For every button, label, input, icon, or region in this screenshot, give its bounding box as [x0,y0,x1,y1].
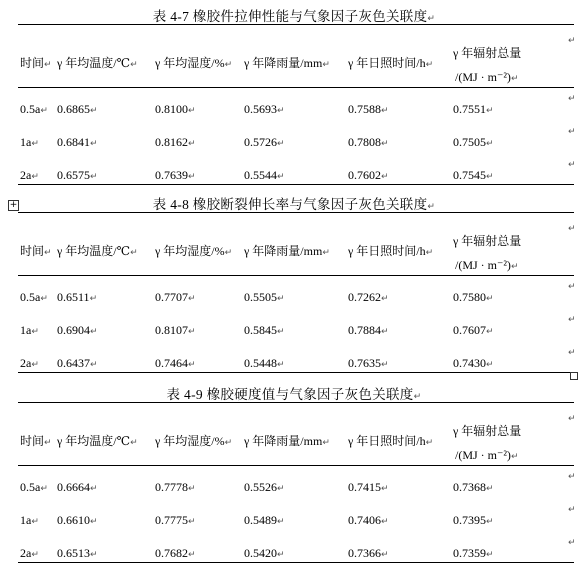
paragraph-mark: ↵ [90,106,98,116]
caption-text: 表 4-7 橡胶件拉伸性能与气象因子灰色关联度 [152,9,428,24]
row-label [20,135,39,151]
table-cell [57,356,98,372]
paragraph-mark: ↵ [425,248,434,258]
paragraph-mark: ↵ [510,74,519,84]
table-cell [155,102,196,118]
column-header [57,244,138,260]
cell-value: 0.5489 [244,513,277,527]
column-header [20,244,52,260]
header-text: 时间 [20,434,45,448]
paragraph-mark: ↵ [486,517,494,527]
table-cell [348,513,389,529]
cell-value: 0.7406 [348,513,381,527]
column-header [20,56,52,72]
paragraph-mark: ↵ [188,517,196,527]
cell-value: 0.7551 [453,102,486,116]
paragraph-mark: ↵ [486,484,494,494]
table-cell [453,513,494,529]
row-label [20,323,39,339]
paragraph-mark: ↵ [510,452,519,462]
header-text: γ 年均湿度/% [155,434,225,448]
column-header [57,434,138,450]
paragraph-mark: ↵ [277,139,285,149]
cell-value: 0.7464 [155,356,188,370]
table-cell [155,290,196,306]
cell-value: 0.7368 [453,480,486,494]
table-cell [57,290,97,306]
table-cell [348,323,389,339]
table-cell [453,480,494,496]
table-cell [57,135,98,151]
row-end-mark: ↵ [568,282,576,292]
paragraph-mark: ↵ [89,294,98,304]
table-cell [244,102,285,118]
row-end-mark: ↵ [568,315,576,325]
header-text: γ 年均湿度/% [155,244,225,258]
header-unit-text: /(MJ · m⁻²) [455,448,511,462]
cell-value: 0.5a [20,102,41,116]
cell-value: 0.5845 [244,323,277,337]
table-cell [453,168,494,184]
cell-value: 0.5505 [244,290,277,304]
cell-value: 2a [20,168,32,182]
paragraph-mark: ↵ [277,360,285,370]
header-text: 时间 [20,56,45,70]
paragraph-mark: ↵ [277,327,285,337]
header-text: γ 年均温度/℃ [57,56,131,70]
paragraph-mark: ↵ [31,327,39,337]
cell-value: 0.7366 [348,546,381,560]
paragraph-mark: ↵ [130,438,138,448]
cell-value: 0.7639 [155,168,188,182]
cell-value: 0.6437 [57,356,90,370]
paragraph-mark: ↵ [90,484,98,494]
header-text: γ 年降雨量/mm [244,56,323,70]
cell-value: 0.7775 [155,513,188,527]
header-text: 时间 [20,244,45,258]
paragraph-mark: ↵ [277,106,285,116]
table-cell [57,168,98,184]
cell-value: 1a [20,135,32,149]
paragraph-mark: ↵ [381,360,389,370]
column-header [155,244,232,260]
paragraph-mark: ↵ [425,438,434,448]
paragraph-mark: ↵ [188,139,196,149]
cell-value: 0.6610 [57,513,90,527]
paragraph-mark: ↵ [90,327,98,337]
cell-value: 0.8107 [155,323,188,337]
table-move-handle-icon[interactable]: + [9,200,18,210]
cell-value: 0.6865 [57,102,90,116]
paragraph-mark: ↵ [40,484,48,494]
column-header [20,434,52,450]
cell-value: 0.7635 [348,356,381,370]
table-cell [155,356,196,372]
header-text: γ 年均温度/℃ [57,244,131,258]
column-header [453,46,521,60]
cell-value: 0.5526 [244,480,277,494]
cell-value: 1a [20,513,32,527]
row-end-mark: ↵ [568,127,576,137]
table-cell [244,480,285,496]
table-cell [453,323,494,339]
header-text: γ 年日照时间/h [348,434,426,448]
paragraph-mark: ↵ [381,484,389,494]
table-cell [57,513,98,529]
row-end-mark: ↵ [568,414,576,424]
paragraph-mark: ↵ [188,172,196,182]
cell-value: 0.5693 [244,102,277,116]
table-cell [244,290,285,306]
paragraph-mark: ↵ [322,438,330,448]
paragraph-mark: ↵ [381,327,389,337]
table-cell [453,290,494,306]
table-rule [18,275,574,276]
paragraph-mark: ↵ [90,517,98,527]
paragraph-mark: ↵ [510,262,519,272]
column-header [244,434,330,450]
table-cell [155,513,196,529]
paragraph-mark: ↵ [381,517,389,527]
column-header [155,56,232,72]
table-cell [244,513,285,529]
cell-value: 1a [20,323,32,337]
cell-value: 0.7395 [453,513,486,527]
paragraph-mark: ↵ [486,360,494,370]
table-cell [57,323,98,339]
table-cell [348,135,389,151]
paragraph-mark: ↵ [188,327,196,337]
table-cell [244,323,285,339]
paragraph-mark: ↵ [44,248,52,258]
cell-value: 0.7505 [453,135,486,149]
cell-value: 0.6664 [57,480,90,494]
column-header [348,434,433,450]
header-text: γ 年日照时间/h [348,56,426,70]
row-end-mark: ↵ [568,160,576,170]
column-header [244,244,330,260]
paragraph-mark: ↵ [381,172,389,182]
table-cell [155,480,196,496]
header-text: γ 年均湿度/% [155,56,225,70]
paragraph-mark: ↵ [277,484,285,494]
caption-text: 表 4-8 橡胶断裂伸长率与气象因子灰色关联度 [152,197,428,212]
header-text: γ 年辐射总量 [453,424,522,438]
column-header [453,424,521,438]
table-cell [244,135,285,151]
paragraph-mark: ↵ [486,294,494,304]
table-cell [57,480,98,496]
header-text: γ 年降雨量/mm [244,244,323,258]
header-unit-text: /(MJ · m⁻²) [455,70,511,84]
row-end-mark: ↵ [568,348,576,358]
table-cell [155,323,196,339]
table-cell [244,356,285,372]
column-header-unit [455,70,518,86]
paragraph-mark: ↵ [224,60,233,70]
paragraph-mark: ↵ [277,517,285,527]
table-cell [155,546,196,562]
paragraph-mark: ↵ [90,360,98,370]
table-cell [57,546,98,562]
row-end-mark: ↵ [568,224,576,234]
cell-value: 0.7884 [348,323,381,337]
paragraph-mark: ↵ [31,517,39,527]
header-text: γ 年辐射总量 [453,234,522,248]
table-cell [348,102,389,118]
cell-value: 2a [20,546,32,560]
column-header [155,434,232,450]
paragraph-mark: ↵ [188,294,196,304]
paragraph-mark: ↵ [486,139,494,149]
table-cell [244,546,285,562]
paragraph-mark: ↵ [44,60,52,70]
table-cell [348,168,389,184]
column-header-unit [455,448,518,464]
column-header [348,244,433,260]
column-header [348,56,433,72]
cell-value: 0.7778 [155,480,188,494]
paragraph-mark: ↵ [486,550,494,560]
table-caption [18,196,570,216]
caption-text: 表 4-9 橡胶硬度值与气象因子灰色关联度 [166,387,414,402]
table-cell [348,356,389,372]
header-text: γ 年降雨量/mm [244,434,323,448]
row-label [20,102,48,118]
cell-value: 0.6575 [57,168,90,182]
paragraph-mark: ↵ [31,139,39,149]
table-cell [453,135,494,151]
row-end-mark: ↵ [568,505,576,515]
table-cell [244,168,285,184]
paragraph-mark: ↵ [322,248,330,258]
row-label [20,546,39,562]
table-cell [348,290,389,306]
table-rule [18,212,574,213]
column-header [244,56,330,72]
cell-value: 0.5420 [244,546,277,560]
column-header-unit [455,258,518,274]
paragraph-mark: ↵ [486,327,494,337]
table-resize-handle[interactable] [570,372,578,380]
table-rule [18,562,574,563]
paragraph-mark: ↵ [40,294,48,304]
cell-value: 0.7588 [348,102,381,116]
column-header [57,56,138,72]
table-cell [57,102,98,118]
paragraph-mark: ↵ [427,202,436,212]
cell-value: 0.7545 [453,168,486,182]
table-cell [348,546,389,562]
cell-value: 0.7415 [348,480,381,494]
cell-value: 0.5a [20,480,41,494]
paragraph-mark: ↵ [188,360,196,370]
cell-value: 2a [20,356,32,370]
paragraph-mark: ↵ [381,139,389,149]
cell-value: 0.7607 [453,323,486,337]
cell-value: 0.6904 [57,323,90,337]
paragraph-mark: ↵ [188,106,196,116]
cell-value: 0.5a [20,290,41,304]
paragraph-mark: ↵ [277,550,285,560]
paragraph-mark: ↵ [277,294,285,304]
cell-value: 0.7707 [155,290,188,304]
header-text: γ 年日照时间/h [348,244,426,258]
table-rule [18,402,574,403]
table-cell [453,546,494,562]
cell-value: 0.8100 [155,102,188,116]
paragraph-mark: ↵ [44,438,52,448]
paragraph-mark: ↵ [130,60,138,70]
cell-value: 0.5448 [244,356,277,370]
header-unit-text: /(MJ · m⁻²) [455,258,511,272]
cell-value: 0.8162 [155,135,188,149]
paragraph-mark: ↵ [413,392,422,402]
cell-value: 0.7682 [155,546,188,560]
cell-value: 0.7602 [348,168,381,182]
cell-value: 0.7359 [453,546,486,560]
table-cell [348,480,389,496]
table-rule [18,87,574,88]
header-text: γ 年均温度/℃ [57,434,131,448]
table-cell [155,135,196,151]
cell-value: 0.7262 [348,290,381,304]
paragraph-mark: ↵ [322,60,330,70]
paragraph-mark: ↵ [224,248,233,258]
cell-value: 0.5544 [244,168,277,182]
table-cell [155,168,196,184]
row-end-mark: ↵ [568,36,576,46]
table-cell [453,102,494,118]
paragraph-mark: ↵ [486,172,494,182]
paragraph-mark: ↵ [425,60,434,70]
row-label [20,168,39,184]
paragraph-mark: ↵ [486,106,494,116]
row-label [20,513,39,529]
table-rule [18,372,574,373]
table-caption [18,8,570,28]
table-rule [18,465,574,466]
column-header [453,234,521,248]
paragraph-mark: ↵ [90,550,98,560]
cell-value: 0.6511 [57,290,90,304]
row-label [20,356,39,372]
paragraph-mark: ↵ [188,550,196,560]
cell-value: 0.6841 [57,135,90,149]
table-cell [453,356,494,372]
table-rule [18,24,574,25]
header-text: γ 年辐射总量 [453,46,522,60]
paragraph-mark: ↵ [40,106,48,116]
paragraph-mark: ↵ [90,139,98,149]
paragraph-mark: ↵ [381,294,389,304]
paragraph-mark: ↵ [31,172,39,182]
cell-value: 0.7580 [453,290,486,304]
row-end-mark: ↵ [568,472,576,482]
paragraph-mark: ↵ [130,248,138,258]
paragraph-mark: ↵ [90,172,98,182]
paragraph-mark: ↵ [381,550,389,560]
cell-value: 0.5726 [244,135,277,149]
cell-value: 0.7808 [348,135,381,149]
paragraph-mark: ↵ [427,14,436,24]
cell-value: 0.6513 [57,546,90,560]
paragraph-mark: ↵ [31,360,39,370]
table-rule [18,184,574,185]
paragraph-mark: ↵ [188,484,196,494]
paragraph-mark: ↵ [31,550,39,560]
table-caption [18,386,570,406]
paragraph-mark: ↵ [224,438,233,448]
row-end-mark: ↵ [568,94,576,104]
cell-value: 0.7430 [453,356,486,370]
paragraph-mark: ↵ [381,106,389,116]
row-label [20,480,48,496]
row-end-mark: ↵ [568,538,576,548]
paragraph-mark: ↵ [277,172,285,182]
row-label [20,290,48,306]
